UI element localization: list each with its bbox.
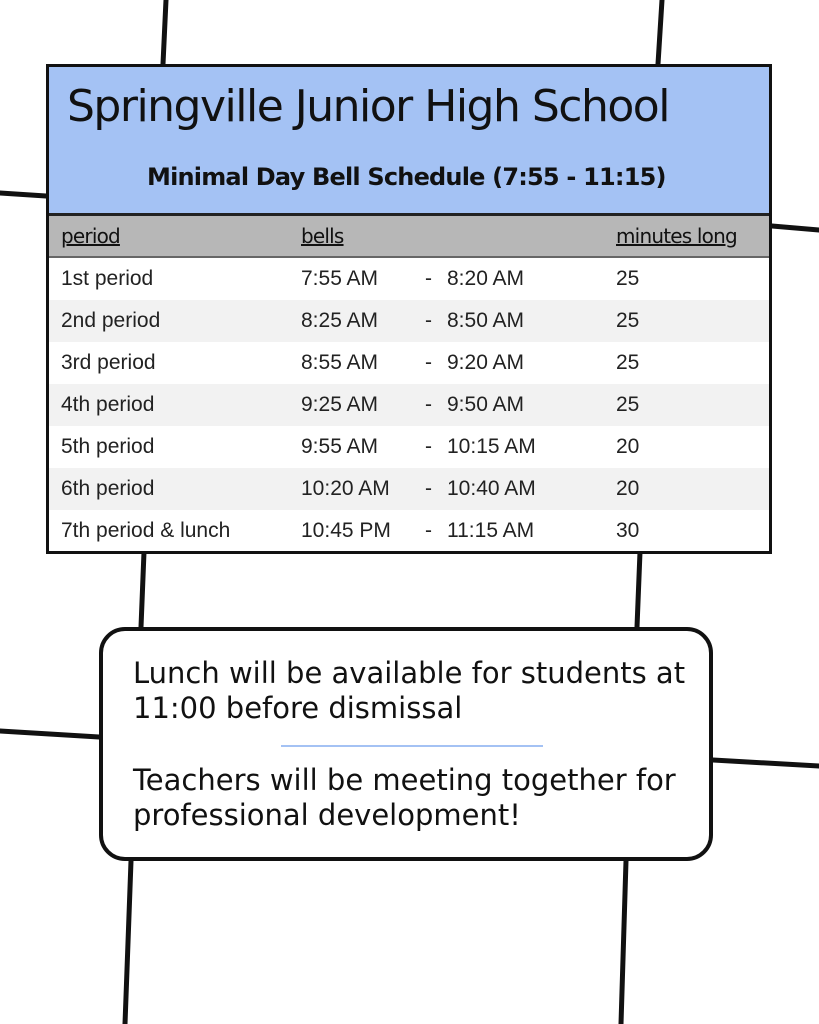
end-time-cell: 10:40 AM — [447, 477, 536, 500]
period-cell: 3rd period — [61, 351, 156, 374]
minutes-cell: 20 — [616, 477, 640, 500]
time-separator: - — [425, 519, 432, 542]
start-time-cell: 9:25 AM — [301, 393, 379, 416]
time-separator: - — [425, 351, 432, 374]
end-time-cell: 9:50 AM — [447, 393, 525, 416]
time-separator: - — [425, 393, 432, 416]
announcement-card — [99, 627, 713, 861]
minutes-cell: 25 — [616, 393, 640, 416]
grid-line — [772, 226, 819, 230]
column-header-minutes: minutes long — [616, 224, 737, 248]
time-separator: - — [425, 267, 432, 290]
schedule-header — [49, 67, 769, 216]
grid-line — [125, 861, 131, 1024]
school-title: Springville Junior High School — [67, 81, 669, 132]
schedule-subtitle: Minimal Day Bell Schedule (7:55 - 11:15) — [147, 163, 666, 191]
end-time-cell: 8:50 AM — [447, 309, 525, 332]
time-separator: - — [425, 435, 432, 458]
table-row — [49, 468, 769, 510]
minutes-cell: 25 — [616, 309, 640, 332]
end-time-cell: 9:20 AM — [447, 351, 525, 374]
start-time-cell: 9:55 AM — [301, 435, 379, 458]
start-time-cell: 7:55 AM — [301, 267, 379, 290]
start-time-cell: 10:20 AM — [301, 477, 390, 500]
lunch-note: Lunch will be available for students at 11:00 before dismissal — [133, 656, 686, 725]
table-row — [49, 258, 769, 300]
grid-line — [713, 760, 819, 766]
table-row — [49, 342, 769, 384]
grid-line — [658, 0, 662, 64]
period-cell: 5th period — [61, 435, 155, 458]
minutes-cell: 25 — [616, 351, 640, 374]
start-time-cell: 10:45 PM — [301, 519, 391, 542]
period-cell: 7th period & lunch — [61, 519, 231, 542]
grid-line — [637, 552, 640, 627]
end-time-cell: 10:15 AM — [447, 435, 536, 458]
schedule-rows — [49, 258, 769, 552]
table-row — [49, 300, 769, 342]
period-cell: 4th period — [61, 393, 155, 416]
minutes-cell: 20 — [616, 435, 640, 458]
note-divider — [281, 745, 543, 747]
minutes-cell: 30 — [616, 519, 640, 542]
grid-line — [141, 552, 144, 627]
grid-line — [163, 0, 166, 64]
period-cell: 2nd period — [61, 309, 161, 332]
start-time-cell: 8:55 AM — [301, 351, 379, 374]
period-cell: 6th period — [61, 477, 155, 500]
grid-line — [0, 731, 99, 737]
column-header-bells: bells — [301, 224, 344, 248]
start-time-cell: 8:25 AM — [301, 309, 379, 332]
end-time-cell: 11:15 AM — [447, 519, 535, 542]
table-row — [49, 510, 769, 552]
time-separator: - — [425, 477, 432, 500]
bell-schedule-card — [46, 64, 772, 554]
period-cell: 1st period — [61, 267, 154, 290]
table-row — [49, 426, 769, 468]
grid-line — [621, 861, 626, 1024]
end-time-cell: 8:20 AM — [447, 267, 525, 290]
minutes-cell: 25 — [616, 267, 640, 290]
column-header-row — [49, 216, 769, 258]
time-separator: - — [425, 309, 432, 332]
column-header-period: period — [61, 224, 120, 248]
teachers-note: Teachers will be meeting together for professional development! — [133, 763, 676, 832]
table-row — [49, 384, 769, 426]
grid-line — [0, 193, 46, 196]
